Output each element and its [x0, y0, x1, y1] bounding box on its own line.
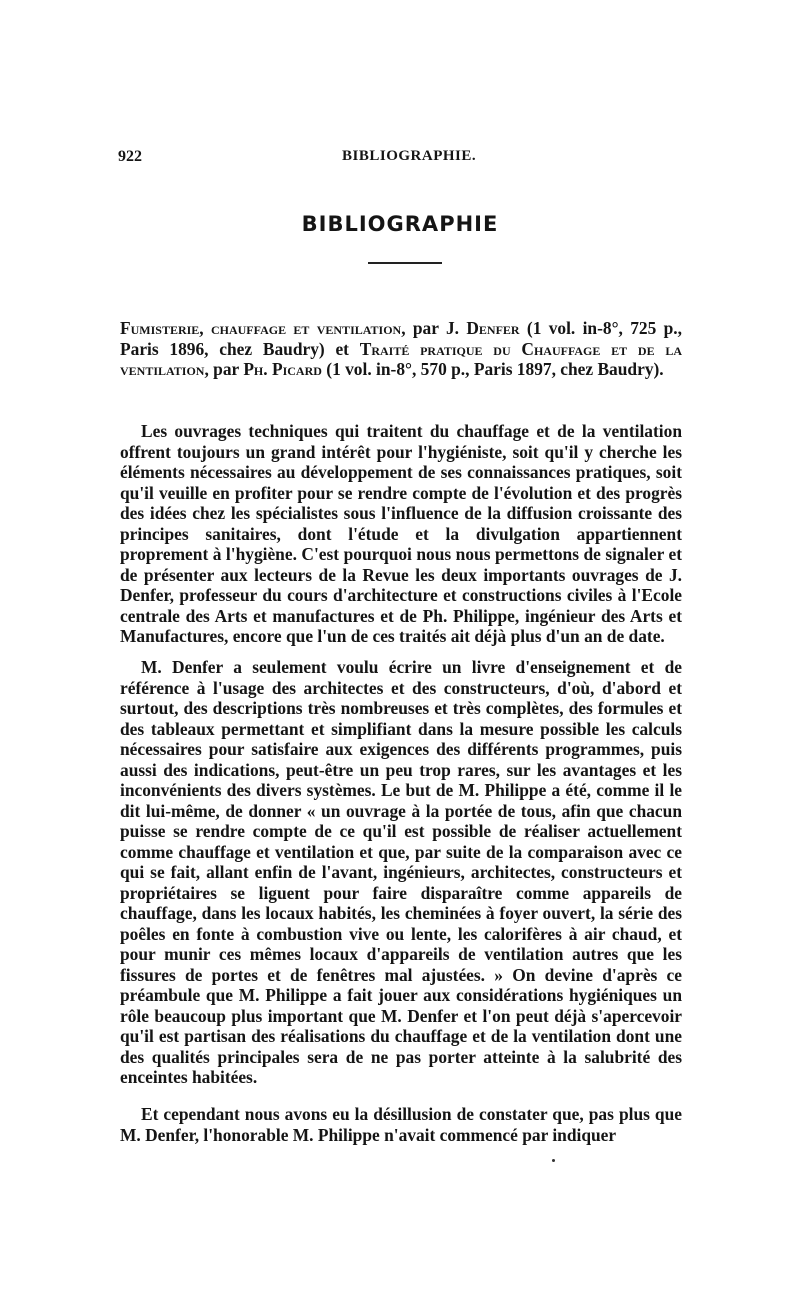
page-number: 922	[118, 148, 142, 165]
work-title-1: Fumisterie, chauffage et ventilation,	[120, 318, 406, 338]
author-2: Ph. Picard	[243, 359, 322, 379]
by-2: par	[213, 359, 239, 379]
running-title: BIBLIOGRAPHIE.	[342, 148, 477, 164]
details-1: (1 vol. in-8°, 725 p., Paris 1896, chez Baudry) et	[120, 318, 682, 359]
author-1: Denfer	[466, 318, 520, 338]
work-title-2: Traité pratique du Chauffage et de la ventilation,	[120, 338, 682, 379]
section-heading: BIBLIOGRAPHIE	[301, 212, 499, 236]
details-2: (1 vol. in-8°, 570 p., Paris 1897, chez Baudry).	[326, 359, 664, 379]
body-paragraph: Les ouvrages techniques qui traitent du chauffage et de la ventilation offrent toujours un grand intérêt pour l'hygiéniste, soit qu'il y cherche les éléments nécessaires au développement de ses connaissances pratiques, soit qu'il veuille en profiter pour se rendre compte de l'évolution et des progrès des idées chez les spécialistes sous l'influence de la diffusion croissante des principes sanitaires, dont l'étude et la divulgation appartiennent proprement à l'hygiène. C'est pourquoi nous nous permettons de signaler et de présenter aux lecteurs de la Revue les deux importants ouvrages de J. Denfer, professeur du cours d'architecture et constructions civiles à l'Ecole centrale des Arts et manufactures et de Ph. Philippe, ingénieur des Arts et Manufactures, encore que l'un de ces traités ait déjà plus d'un an de date.	[120, 421, 682, 646]
by-1: par J.	[412, 318, 460, 338]
heading-rule	[368, 262, 442, 264]
running-head	[118, 148, 683, 168]
body-paragraph: Et cependant nous avons eu la désillusion de constater que, pas plus que M. Denfer, l'honorable M. Philippe n'avait commencé par indiquer	[120, 1104, 682, 1145]
ink-speck	[552, 1159, 555, 1162]
bibliographic-citation	[120, 318, 682, 380]
body-paragraph: M. Denfer a seulement voulu écrire un livre d'enseignement et de référence à l'usage des architectes et des constructeurs, d'où, d'abord et surtout, des descriptions très nombreuses et très complètes, des formules et des tableaux permettant et simplifiant dans la mesure possible les calculs nécessaires pour satisfaire aux exigences des différents programmes, puis aussi des indications, peut-être un peu trop rares, sur les avantages et les inconvénients des divers systèmes. Le but de M. Philippe a été, comme il le dit lui-même, de donner « un ouvrage à la portée de tous, afin que chacun puisse se rendre compte de ce qu'il est possible de réaliser actuellement comme chauffage et ventilation et que, par suite de la comparaison avec ce qui se fait, allant enfin de l'avant, ingénieurs, architectes, constructeurs et propriétaires se liguent pour faire disparaître comme appareils de chauffage, dans les locaux habités, les cheminées à foyer ouvert, la série des poêles en fonte à combustion vive ou lente, les calorifères à air chaud, et pour munir ces mêmes locaux d'appareils de ventilation autres que les fissures de portes et de fenêtres mal ajustées. » On devine d'après ce préambule que M. Philippe a fait jouer aux considérations hygiéniques un rôle beaucoup plus important que M. Denfer et l'on peut déjà s'apercevoir qu'il est partisan des réalisations du chauffage et de la ventilation dont une des qualités principales sera de ne pas porter atteinte à la salubrité des enceintes habitées.	[120, 657, 682, 1087]
